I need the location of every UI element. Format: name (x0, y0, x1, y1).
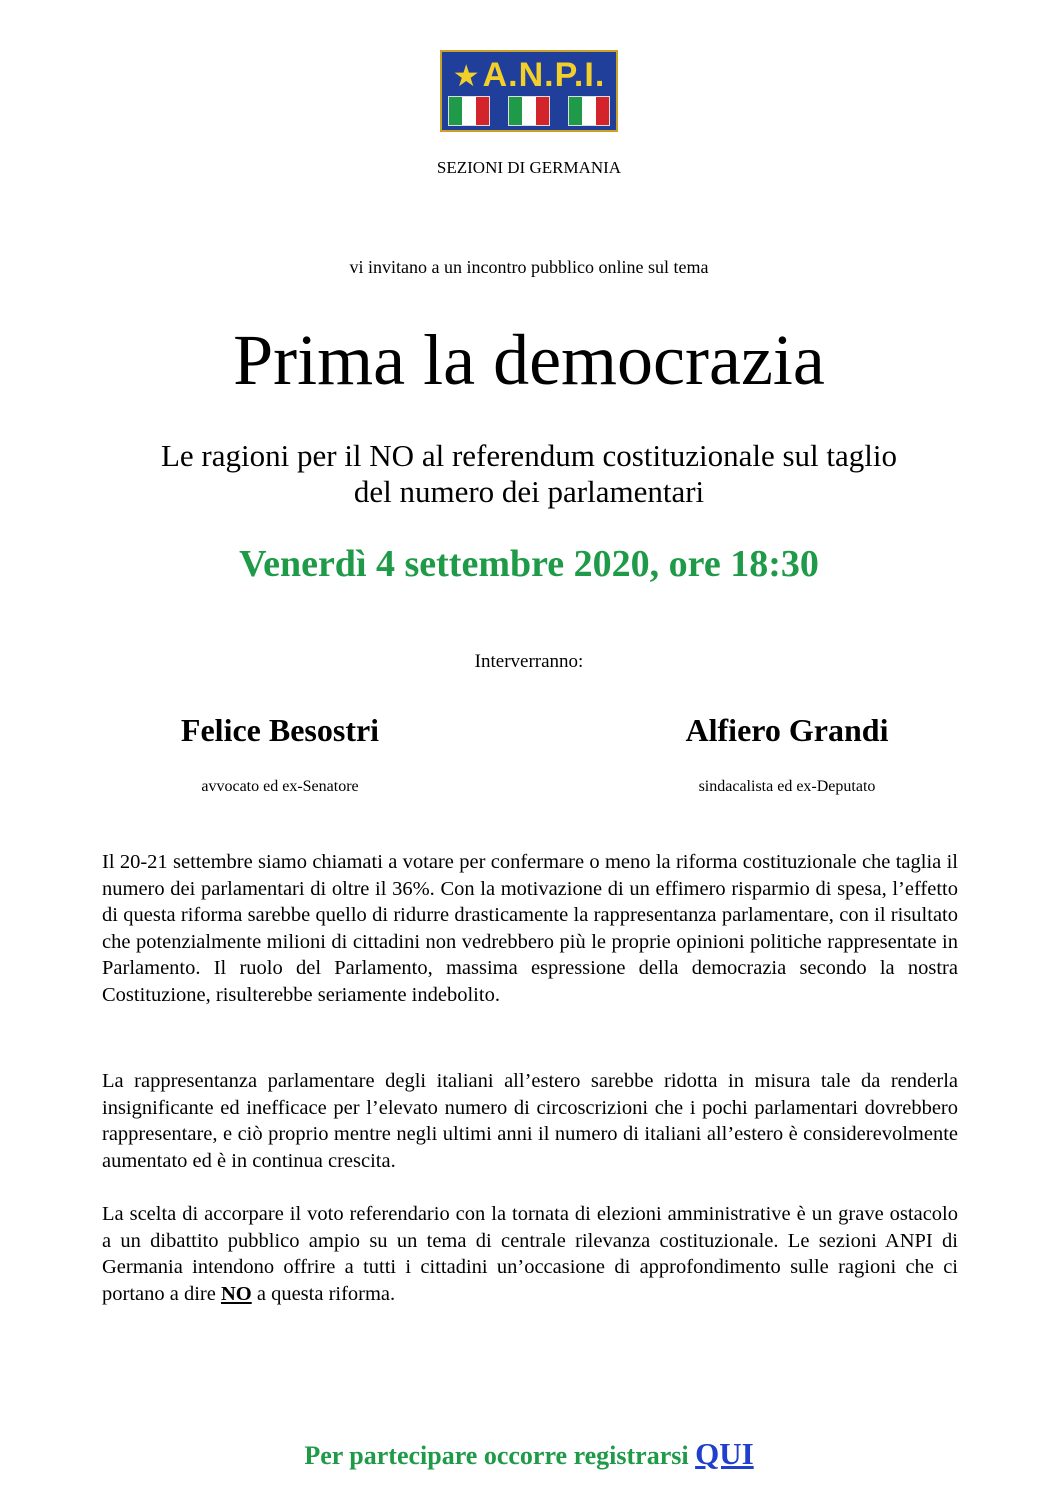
italian-flag-icon (508, 96, 550, 126)
speaker-role-2: sindacalista ed ex-Deputato (698, 778, 876, 795)
italian-flag-icon (568, 96, 610, 126)
anpi-logo (440, 50, 618, 132)
body-paragraph-2: La rappresentanza parlamentare degli italiani all’estero sarebbe ridotta in misura tale da renderla insignificante ed inefficace per l’elevato numero di circoscrizioni che i pochi parlamentari dovrebbero rappresentare, e ciò proprio mentre negli ultimi anni il numero di italiani all’estero è considerevolmente aumentato ed è in continua crescita. (102, 1070, 958, 1172)
register-link[interactable]: QUI (695, 1436, 754, 1471)
speakers-label: Interverranno: (474, 651, 584, 672)
logo-text (442, 56, 616, 96)
event-date: Venerdì 4 settembre 2020, ore 18:30 (239, 543, 819, 585)
subtitle-line-1: Le ragioni per il NO al referendum costituzionale sul taglio (160, 438, 897, 473)
logo-label: A.N.P.I. (482, 56, 606, 94)
cta-text: Per partecipare occorre registrarsi (304, 1441, 696, 1470)
paragraph-3-text: La scelta di accorpare il voto referendario con la tornata di elezioni amministrative è un grave ostacolo a un dibattito pubblico ampio su un tema di centrale rilevanza costituzionale. Le sezioni ANPI di Germania intendono offrire a tutti i cittadini un’occasione di approfondimento sulle ragioni che ci portano a dire (102, 1203, 958, 1305)
no-emphasis: NO (220, 1282, 252, 1305)
sezioni-heading: SEZIONI DI GERMANIA (436, 158, 622, 177)
invitation-line: vi invitano a un incontro pubblico online sul tema (349, 257, 709, 277)
speaker-role-1: avvocato ed ex-Senatore (201, 778, 359, 795)
subtitle-line-2: del numero dei parlamentari (353, 474, 705, 509)
italian-flag-icon (448, 96, 490, 126)
body-paragraph-3 (102, 1201, 958, 1307)
speaker-name-2: Alfiero Grandi (685, 712, 889, 748)
star-icon: ★ (452, 60, 481, 93)
subtitle (0, 438, 1058, 510)
paragraph-3-end: a questa riforma. (251, 1282, 396, 1305)
page-title: Prima la democrazia (233, 320, 825, 400)
body-paragraph-1: Il 20-21 settembre siamo chiamati a votare per confermare o meno la riforma costituzionale che taglia il numero dei parlamentari di oltre il 36%. Con la motivazione di un effimero risparmio di spesa, l’effetto di questa riforma sarebbe quello di ridurre drasticamente la rappresentanza parlamentare, con il risultato che potenzialmente milioni di cittadini non vedrebbero più le proprie opinioni politiche rappresentate in Parlamento. Il ruolo del Parlamento, massima espressione della democrazia secondo la nostra Costituzione, risulterebbe seriamente indebolito. (102, 851, 958, 1006)
registration-cta (0, 1436, 1058, 1472)
speaker-name-1: Felice Besostri (180, 712, 380, 748)
